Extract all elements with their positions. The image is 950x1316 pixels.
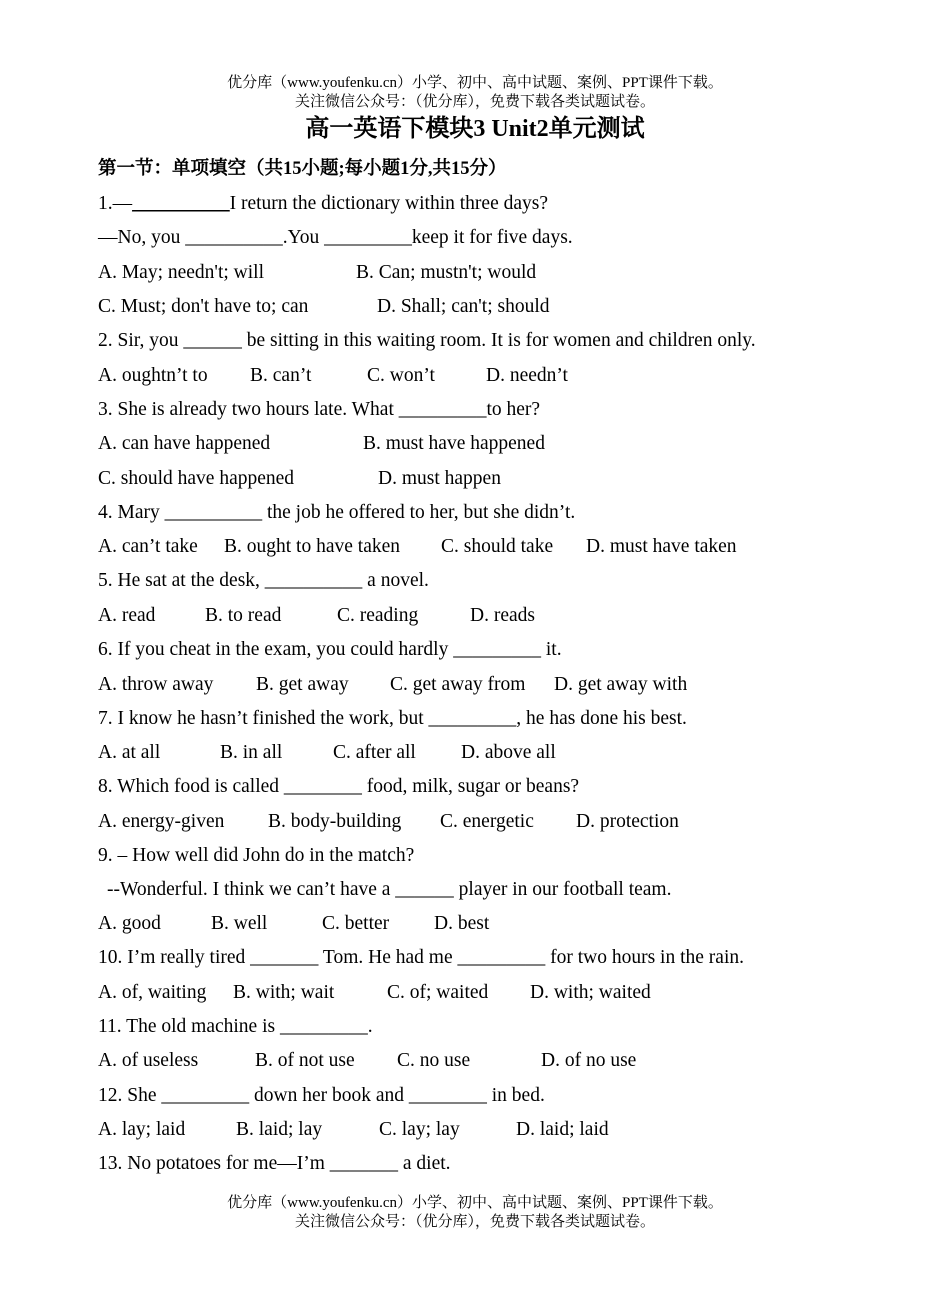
q12-option-b: B. laid; lay [236, 1119, 323, 1140]
q1-option-a: A. May; needn't; will [98, 262, 264, 283]
q5-option-b: B. to read [205, 605, 282, 626]
question-12-stem: 12. She _________ down her book and ________ in bed. [98, 1085, 545, 1106]
q12-option-c: C. lay; lay [379, 1119, 460, 1140]
q7-option-a: A. at all [98, 742, 161, 763]
q8-option-d: D. protection [576, 811, 679, 832]
header-line-1: 优分库（www.youfenku.cn）小学、初中、高中试题、案例、PPT课件下载。 [227, 75, 723, 91]
question-10-stem: 10. I’m really tired _______ Tom. He had me _________ for two hours in the rain. [98, 947, 744, 968]
q5-option-a: A. read [98, 605, 156, 626]
question-2-stem: 2. Sir, you ______ be sitting in this waiting room. It is for women and children only. [98, 330, 756, 351]
q11-option-b: B. of not use [255, 1050, 355, 1071]
footer-line-2: 关注微信公众号：（优分库），免费下载各类试题试卷。 [294, 1214, 655, 1230]
q1-blank: __________ [132, 193, 230, 214]
question-13-stem: 13. No potatoes for me—I’m _______ a diet. [98, 1153, 451, 1174]
q5-option-d: D. reads [470, 605, 535, 626]
q3-option-b: B. must have happened [363, 433, 545, 454]
question-3-stem: 3. She is already two hours late. What _________to her? [98, 399, 541, 420]
q9-option-a: A. good [98, 913, 161, 934]
footer-line-1: 优分库（www.youfenku.cn）小学、初中、高中试题、案例、PPT课件下载。 [227, 1195, 723, 1211]
question-11-stem: 11. The old machine is _________. [98, 1016, 373, 1037]
q7-option-d: D. above all [461, 742, 556, 763]
q1-option-c: C. Must; don't have to; can [98, 296, 309, 317]
q6-option-d: D. get away with [554, 674, 688, 695]
q7-option-c: C. after all [333, 742, 416, 763]
q8-option-b: B. body-building [268, 811, 402, 832]
q7-option-b: B. in all [220, 742, 283, 763]
q1-suffix: I return the dictionary within three days? [229, 193, 549, 214]
q6-option-c: C. get away from [390, 674, 526, 695]
question-5-stem: 5. He sat at the desk, __________ a novel. [98, 570, 429, 591]
question-6-stem: 6. If you cheat in the exam, you could hardly _________ it. [98, 639, 562, 660]
q3-option-d: D. must happen [378, 468, 501, 489]
q10-option-a: A. of, waiting [98, 982, 207, 1003]
q1-option-b: B. Can; mustn't; would [356, 262, 537, 283]
header-line-2: 关注微信公众号：（优分库），免费下载各类试题试卷。 [294, 94, 655, 110]
q3-option-a: A. can have happened [98, 433, 271, 454]
q2-option-c: C. won’t [367, 365, 435, 386]
q1-option-d: D. Shall; can't; should [377, 296, 550, 317]
q10-option-b: B. with; wait [233, 982, 335, 1003]
q8-option-c: C. energetic [440, 811, 534, 832]
page-title: 高一英语下模块3 Unit2单元测试 [305, 116, 645, 142]
q6-option-b: B. get away [256, 674, 349, 695]
question-1-line-2: —No, you __________.You _________keep it for five days. [98, 227, 573, 248]
q1-prefix: 1.— [98, 193, 133, 214]
q12-option-d: D. laid; laid [516, 1119, 609, 1140]
q12-option-a: A. lay; laid [98, 1119, 186, 1140]
q9-option-c: C. better [322, 913, 390, 934]
q11-option-c: C. no use [397, 1050, 471, 1071]
q9-option-d: D. best [434, 913, 490, 934]
q2-option-d: D. needn’t [486, 365, 568, 386]
question-4-stem: 4. Mary __________ the job he offered to her, but she didn’t. [98, 502, 576, 523]
q8-option-a: A. energy-given [98, 811, 225, 832]
q2-option-b: B. can’t [250, 365, 312, 386]
question-7-stem: 7. I know he hasn’t finished the work, but _________, he has done his best. [98, 708, 687, 729]
q5-option-c: C. reading [337, 605, 419, 626]
q2-option-a: A. oughtn’t to [98, 365, 208, 386]
q4-option-d: D. must have taken [586, 536, 737, 557]
q10-option-c: C. of; waited [387, 982, 489, 1003]
q10-option-d: D. with; waited [530, 982, 651, 1003]
question-8-stem: 8. Which food is called ________ food, milk, sugar or beans? [98, 776, 580, 797]
q9-option-b: B. well [211, 913, 268, 934]
q6-option-a: A. throw away [98, 674, 214, 695]
q4-option-a: A. can’t take [98, 536, 198, 557]
q11-option-a: A. of useless [98, 1050, 199, 1071]
q4-option-b: B. ought to have taken [224, 536, 401, 557]
question-9-stem: 9. – How well did John do in the match? [98, 845, 415, 866]
question-1-stem [98, 191, 548, 217]
q4-option-c: C. should take [441, 536, 554, 557]
question-9-line-2: --Wonderful. I think we can’t have a ______ player in our football team. [107, 879, 672, 900]
section-heading: 第一节：单项填空（共15小题;每小题1分,共15分） [98, 159, 507, 179]
q3-option-c: C. should have happened [98, 468, 295, 489]
q11-option-d: D. of no use [541, 1050, 637, 1071]
